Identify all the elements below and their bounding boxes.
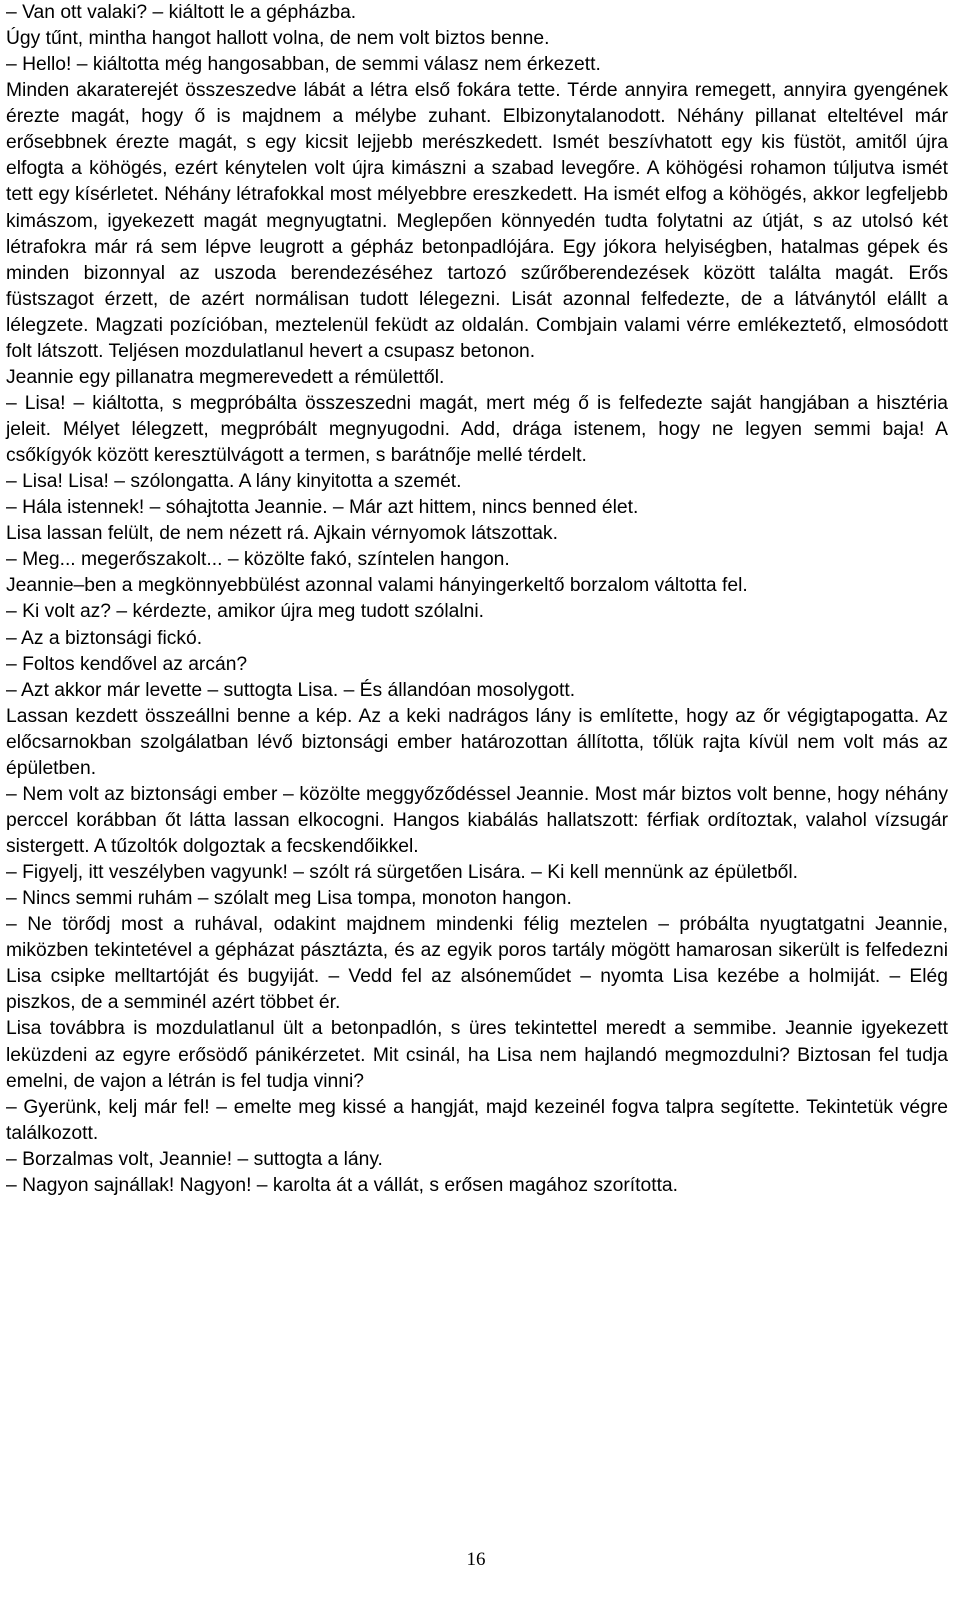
paragraph: – Figyelj, itt veszélyben vagyunk! – szólt rá sürgetően Lisára. – Ki kell mennünk az épületből. (6, 862, 799, 884)
paragraph: – Borzalmas volt, Jeannie! – suttogta a lány. (6, 1148, 383, 1170)
paragraph: Lisa továbbra is mozdulatlanul ült a betonpadlón, s üres tekintettel meredt a semmibe. Jeannie igyekezett leküzdeni az egyre erősödő pánikérzetet. Mit csinál, ha Lisa nem hajlandó megmozdulni? Biztosan fel tudja emelni, de vajon a létrán is fel tudja vinni? (6, 1018, 948, 1092)
paragraph: – Lisa! – kiáltotta, s megpróbálta összeszedni magát, mert még ő is felfedezte saját hangjában a hisztéria jeleit. Mélyet lélegzett, megpróbált megnyugodni. Add, drága istenem, hogy ne legyen semmi baja! A csőkígyók között keresztülvágott a termen, s barátnője mellé térdelt. (6, 392, 948, 467)
paragraph: Jeannie–ben a megkönnyebbülést azonnal valami hányingerkeltő borzalom váltotta fel. (6, 575, 748, 597)
paragraph: Úgy tűnt, mintha hangot hallott volna, de nem volt biztos benne. (6, 28, 550, 50)
paragraph: – Meg... megerőszakolt... – közölte fakó, színtelen hangon. (6, 549, 510, 571)
paragraph: – Hála istennek! – sóhajtotta Jeannie. – Már azt hittem, nincs benned élet. (6, 497, 639, 519)
body-text (6, 0, 948, 1199)
paragraph: Lisa lassan felült, de nem nézett rá. Ajkain vérnyomok látszottak. (6, 523, 558, 545)
paragraph: – Azt akkor már levette – suttogta Lisa. – És állandóan mosolygott. (6, 679, 576, 701)
paragraph: – Ne törődj most a ruhával, odakint majdnem mindenki félig meztelen – próbálta nyugtatgatni Jeannie, miközben tekintetével a gépházat pásztázta, és az egyik poros tartály mögött hamarosan sikerült is felfedezni Lisa csipke melltartóját és bugyiját. – Vedd fel az alsóneműdet – nyomta Lisa kezébe a holmiját. – Elég piszkos, de a semminél azért többet ér. (6, 914, 948, 1014)
paragraph: – Gyerünk, kelj már fel! – emelte meg kissé a hangját, majd kezeinél fogva talpra segítette. Tekintetük végre találkozott. (6, 1096, 948, 1144)
paragraph: – Foltos kendővel az arcán? (6, 653, 248, 675)
document-page (6, 0, 948, 1597)
paragraph: – Az a biztonsági fickó. (6, 627, 203, 649)
paragraph: – Nagyon sajnállak! Nagyon! – karolta át a vállát, s erősen magához szorította. (6, 1174, 679, 1196)
page-number: 16 (466, 1549, 486, 1570)
paragraph: Minden akaraterejét összeszedve lábát a létra első fokára tette. Térde annyira remegett, annyira gyengének érezte magát, hogy ő is majdnem a mélybe zuhant. Elbizonytalanodott. Néhány pillanat elteltével már erősebbnek érezte magát, s egy kicsit lejjebb merészkedett. Ismét beszívhatott egy kis füstöt, amitől újra elfogta a köhögés, ezért kénytelen volt újra kimászni a szabad levegőre. A köhögési rohamon túljutva ismét tett egy kísérletet. Néhány létrafokkal most mélyebbre ereszkedett. Ha ismét elfog a köhögés, akkor legfeljebb kimászom, igyekezett magát megnyugtatni. Meglepően könnyedén tudta folytatni az útját, s az utolsó két létrafokra már rá sem lépve leugrott a gépház betonpadlójára. Egy jókora helyiségben, hatalmas gépek és minden bizonnyal az uszoda berendezéséhez tartozó szűrőberendezések között találta magát. Erős füstszagot érzett, de azért normálisan tudott lélegezni. Lisát azonnal felfedezte, de a látványtól elállt a lélegzete. Magzati pozícióban, meztelenül feküdt az oldalán. Combjain valami vérre emlékeztető, elmosódott folt látszott. Teljésen mozdulatlanul hevert a csupasz betonon. (6, 80, 948, 362)
paragraph: Lassan kezdett összeállni benne a kép. Az a keki nadrágos lány is említette, hogy az őr végigtapogatta. Az előcsarnokban szolgálatban lévő biztonsági ember határozottan állította, tőlük rajta kívül nem volt más az épületben. (6, 705, 948, 779)
paragraph: – Nem volt az biztonsági ember – közölte meggyőződéssel Jeannie. Most már biztos volt benne, hogy néhány perccel korábban őt látta lassan elkocogni. Hangos kiabálás hallatszott: férfiak ordítoztak, valahol vízsugár sistergett. A tűzoltók dolgoztak a fecskendőikkel. (6, 783, 948, 857)
paragraph: Jeannie egy pillanatra megmerevedett a rémülettől. (6, 366, 445, 388)
paragraph: – Ki volt az? – kérdezte, amikor újra meg tudott szólalni. (6, 601, 484, 623)
paragraph: – Hello! – kiáltotta még hangosabban, de semmi válasz nem érkezett. (6, 54, 601, 76)
paragraph: – Lisa! Lisa! – szólongatta. A lány kinyitotta a szemét. (6, 471, 462, 493)
paragraph: – Nincs semmi ruhám – szólalt meg Lisa tompa, monoton hangon. (6, 888, 572, 910)
paragraph: – Van ott valaki? – kiáltott le a gépházba. (6, 2, 357, 23)
